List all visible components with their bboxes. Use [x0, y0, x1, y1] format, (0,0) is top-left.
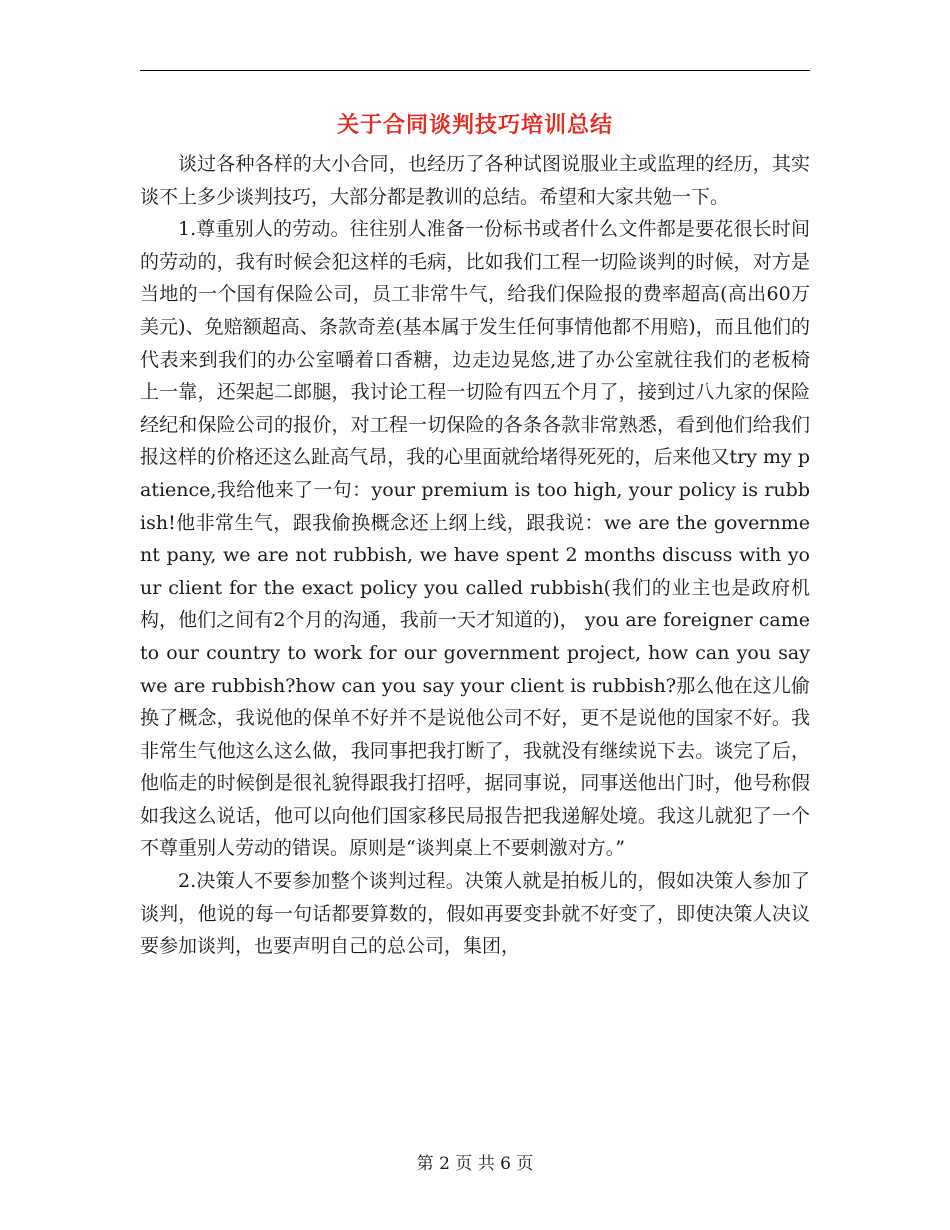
header-rule: [140, 70, 810, 71]
paragraph-intro: 谈过各种各样的大小合同，也经历了各种试图说服业主或监理的经历，其实谈不上多少谈判技巧，大部分都是教训的总结。希望和大家共勉一下。: [140, 153, 810, 208]
document-title: 关于合同谈判技巧培训总结: [336, 112, 613, 138]
page-footer: [0, 1152, 950, 1176]
document-body: [140, 148, 810, 963]
page-number: 第 2 页 共 6 页: [416, 1154, 534, 1174]
paragraph-point-2: 2.决策人不要参加整个谈判过程。决策人就是拍板儿的，假如决策人参加了谈判，他说的每一句话都要算数的，假如再要变卦就不好变了，即使决策人决议要参加谈判，也要声明自己的总公司，集团，: [140, 870, 810, 958]
paragraph-point-1: 1.尊重别人的劳动。往往别人准备一份标书或者什么文件都是要花很长时间的劳动的，我有时候会犯这样的毛病，比如我们工程一切险谈判的时候，对方是当地的一个国有保险公司，员工非常牛气，给我们保险报的费率超高(高出60万美元)、免赔额超高、条款奇差(基本属于发生任何事情他都不用赔)，而且他们的代表来到我们的办公室嚼着口香糖，边走边晃悠,进了办公室就往我们的老板椅上一靠，还架起二郎腿，我讨论工程一切险有四五个月了，接到过八九家的保险经纪和保险公司的报价，对工程一切保险的各条各款非常熟悉，看到他们给我们报这样的价格还这么趾高气昂，我的心里面就给堵得死死的，后来他又try my patience,我给他来了一句：your premium is too high, your policy is rubbish!他非常生气，跟我偷换概念还上纲上线，跟我说：we are the government pany, we are not rubbish, we have spent 2 months discuss with your client for the exact policy you called rubbish(我们的业主也是政府机构，他们之间有2个月的沟通，我前一天才知道的)， you are foreigner came to our country to work for our government project, how can you say we are rubbish?how can you say your client is rubbish?那么他在这儿偷换了概念，我说他的保单不好并不是说他公司不好，更不是说他的国家不好。我非常生气他这么这么做，我同事把我打断了，我就没有继续说下去。谈完了后，他临走的时候倒是很礼貌得跟我打招呼，据同事说，同事送他出门时，他号称假如我这么说话，他可以向他们国家移民局报告把我递解处境。我这儿就犯了一个不尊重别人劳动的错误。原则是“谈判桌上不要刺激对方。”: [140, 218, 810, 860]
